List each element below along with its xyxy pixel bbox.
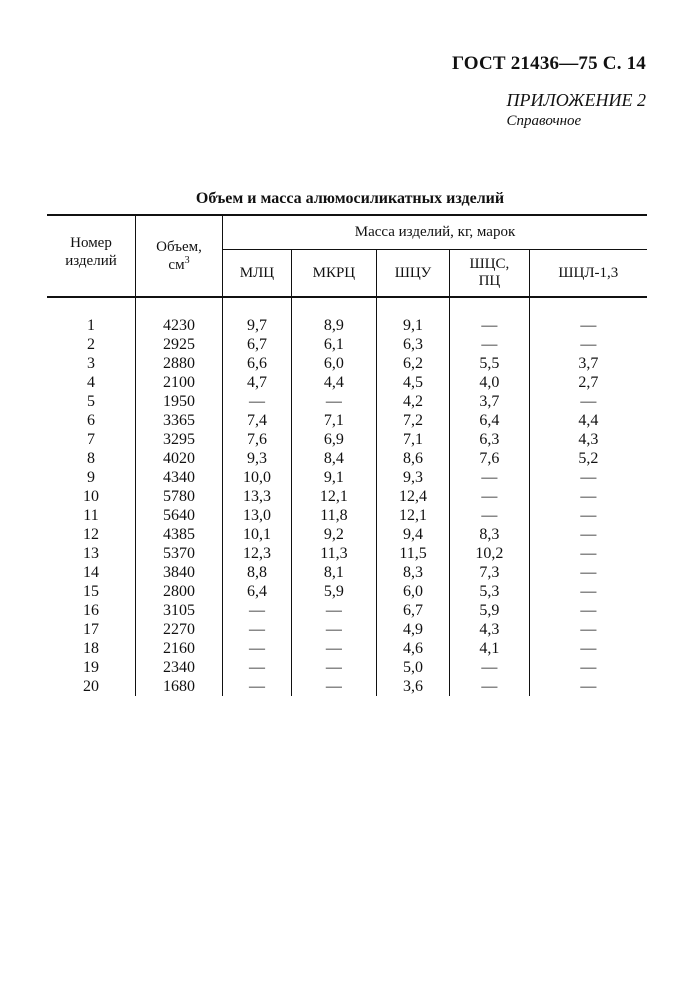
cell-volume: 2925 [136,335,223,354]
cell-number: 12 [83,526,99,543]
cell-mass-shcl: — [529,563,647,582]
cell-mass-mlc: 9,7 [223,297,292,335]
cell-mass-shcs: — [450,297,529,335]
cell-number: 6 [87,412,95,429]
cell-mass-shcl: — [529,677,647,696]
column-header-mass-group: Масса изделий, кг, марок [223,215,648,250]
column-header-volume-line2: см [168,257,185,273]
cell-mass-shcs: 4,0 [450,373,529,392]
cell-mass-mkrc: 11,8 [291,506,376,525]
cell-number: 3 [87,355,95,372]
table-row [47,544,647,563]
cell-mass-shcs: — [450,487,529,506]
table-row [47,658,647,677]
cell-number: 7 [87,431,95,448]
cell-mass-mlc: 12,3 [223,544,292,563]
cell-mass-mlc: 6,6 [223,354,292,373]
cell-mass-mlc: 6,4 [223,582,292,601]
cell-mass-mlc: — [223,658,292,677]
cell-number: 18 [83,640,99,657]
column-header-brand-shcs [450,250,529,298]
cell-volume: 2270 [136,620,223,639]
cell-mass-shcu: 7,2 [376,411,449,430]
cell-mass-shcu: 4,9 [376,620,449,639]
cell-mass-shcu: 4,5 [376,373,449,392]
column-header-number-line2: изделий [65,253,117,269]
cell-mass-shcu: 11,5 [376,544,449,563]
cell-number: 17 [83,621,99,638]
cell-mass-shcl: — [529,468,647,487]
table-header [47,215,647,297]
cell-mass-mlc: 7,6 [223,430,292,449]
table-row [47,335,647,354]
cell-mass-shcs: 4,3 [450,620,529,639]
cell-mass-shcu: 6,7 [376,601,449,620]
cell-mass-mlc: — [223,620,292,639]
cell-number: 9 [87,469,95,486]
cell-mass-shcl: — [529,487,647,506]
cell-mass-shcu: 8,6 [376,449,449,468]
cell-number: 11 [83,507,99,524]
cell-mass-shcs: 4,1 [450,639,529,658]
cell-number: 19 [83,659,99,676]
cell-mass-shcl: 3,7 [529,354,647,373]
column-header-volume [136,215,223,297]
cell-mass-shcu: 12,4 [376,487,449,506]
cell-mass-shcu: 6,0 [376,582,449,601]
column-header-brand-mkrc: МКРЦ [291,250,376,298]
cell-mass-shcl: — [529,620,647,639]
cell-mass-mlc: 4,7 [223,373,292,392]
cell-mass-shcl: — [529,392,647,411]
cell-mass-shcs: 3,7 [450,392,529,411]
cell-mass-shcl: 4,3 [529,430,647,449]
cell-mass-mkrc: 8,4 [291,449,376,468]
cell-mass-shcu: 6,3 [376,335,449,354]
cell-mass-mlc: — [223,639,292,658]
cell-mass-shcs: 7,3 [450,563,529,582]
cell-mass-mlc: 8,8 [223,563,292,582]
cell-mass-mkrc: 4,4 [291,373,376,392]
cell-mass-mlc: 10,0 [223,468,292,487]
table-row [47,468,647,487]
volume-mass-table [47,214,647,696]
cell-volume: 5780 [136,487,223,506]
cell-number: 16 [83,602,99,619]
cell-mass-mkrc: 9,2 [291,525,376,544]
cell-mass-shcu: 4,6 [376,639,449,658]
cell-volume: 4340 [136,468,223,487]
table-row [47,392,647,411]
cell-volume: 4230 [136,297,223,335]
cell-mass-mkrc: 7,1 [291,411,376,430]
table-row [47,582,647,601]
cell-mass-shcs: 5,9 [450,601,529,620]
cell-volume: 3295 [136,430,223,449]
cell-volume: 2100 [136,373,223,392]
cell-number: 1 [87,317,95,334]
cell-mass-mlc: — [223,601,292,620]
table-row [47,620,647,639]
table-row [47,411,647,430]
appendix-block [507,90,646,130]
cell-mass-shcs: 6,4 [450,411,529,430]
cell-number: 10 [83,488,99,505]
cell-volume: 3365 [136,411,223,430]
table-row [47,601,647,620]
cell-mass-mkrc: — [291,639,376,658]
cell-mass-mkrc: — [291,392,376,411]
cell-mass-mkrc: 8,1 [291,563,376,582]
cell-mass-mlc: 13,3 [223,487,292,506]
cell-mass-shcs: 8,3 [450,525,529,544]
cell-mass-shcl: 4,4 [529,411,647,430]
cell-volume: 1950 [136,392,223,411]
cell-mass-shcl: — [529,297,647,335]
cell-mass-shcu: 12,1 [376,506,449,525]
appendix-label: ПРИЛОЖЕНИЕ 2 [506,90,646,110]
table-body [47,297,647,696]
cell-volume: 4020 [136,449,223,468]
cell-mass-mlc: 10,1 [223,525,292,544]
table-row [47,373,647,392]
cell-mass-shcu: 9,3 [376,468,449,487]
cell-volume: 1680 [136,677,223,696]
cell-mass-shcu: 8,3 [376,563,449,582]
table-row [47,354,647,373]
cell-mass-shcs: 5,5 [450,354,529,373]
column-header-brand-mlc: МЛЦ [223,250,292,298]
cell-volume: 4385 [136,525,223,544]
cell-mass-shcs: 7,6 [450,449,529,468]
cell-mass-mlc: 9,3 [223,449,292,468]
table-row [47,639,647,658]
cell-mass-mkrc: — [291,677,376,696]
cell-mass-shcl: — [529,601,647,620]
cell-mass-shcl: 5,2 [529,449,647,468]
cell-mass-shcl: — [529,506,647,525]
table-row [47,677,647,696]
cell-number: 13 [83,545,99,562]
cell-mass-mlc: 6,7 [223,335,292,354]
column-header-brand-shcl: ШЦЛ-1,3 [529,250,647,298]
column-header-volume-line1: Объем, [156,239,202,255]
cell-mass-shcs: 10,2 [450,544,529,563]
cell-mass-shcu: 4,2 [376,392,449,411]
cell-mass-shcl: — [529,544,647,563]
table-row [47,430,647,449]
table-title: Объем и масса алюмосиликатных изделий [195,190,505,207]
cell-mass-shcu: 7,1 [376,430,449,449]
column-header-number-line1: Номер [70,235,112,251]
cell-mass-shcl: — [529,639,647,658]
column-header-number [47,215,136,297]
cell-mass-shcu: 9,1 [376,297,449,335]
cell-number: 5 [87,393,95,410]
cell-mass-shcs: — [450,677,529,696]
cell-mass-mkrc: 6,0 [291,354,376,373]
column-header-brand-shcu: ШЦУ [376,250,449,298]
cell-volume: 2800 [136,582,223,601]
document-reference: ГОСТ 21436—75 С. 14 [451,53,646,74]
cell-mass-mkrc: 12,1 [291,487,376,506]
cell-mass-shcl: 2,7 [529,373,647,392]
cell-mass-mkrc: 5,9 [291,582,376,601]
table-row [47,449,647,468]
table-row [47,563,647,582]
cell-volume: 3105 [136,601,223,620]
cell-number: 14 [83,564,99,581]
table-row [47,297,647,335]
cell-mass-shcs: — [450,468,529,487]
cell-mass-shcl: — [529,658,647,677]
table-row [47,487,647,506]
cell-mass-mkrc: 8,9 [291,297,376,335]
cell-mass-shcu: 3,6 [376,677,449,696]
cell-mass-mkrc: — [291,601,376,620]
cell-number: 8 [87,450,95,467]
cell-number: 4 [87,374,95,391]
cell-mass-mkrc: 9,1 [291,468,376,487]
table-row [47,525,647,544]
cell-mass-shcs: 6,3 [450,430,529,449]
appendix-type: Справочное [506,113,582,129]
cell-mass-shcu: 9,4 [376,525,449,544]
cell-mass-mkrc: 11,3 [291,544,376,563]
cell-mass-mkrc: — [291,658,376,677]
cell-mass-mkrc: 6,1 [291,335,376,354]
cell-mass-shcu: 6,2 [376,354,449,373]
cell-volume: 5640 [136,506,223,525]
column-header-brand-shcs-line1: ШЦС, [469,256,510,272]
cell-volume: 2880 [136,354,223,373]
cell-mass-mkrc: 6,9 [291,430,376,449]
table-row [47,506,647,525]
cell-mass-shcl: — [529,525,647,544]
cell-number: 20 [83,678,99,695]
cell-volume: 2160 [136,639,223,658]
column-header-volume-exponent: 3 [184,255,190,266]
cell-mass-shcl: — [529,335,647,354]
cell-mass-shcs: 5,3 [450,582,529,601]
cell-mass-mkrc: — [291,620,376,639]
cell-number: 15 [83,583,99,600]
cell-volume: 2340 [136,658,223,677]
cell-mass-shcs: — [450,658,529,677]
cell-mass-mlc: 7,4 [223,411,292,430]
column-header-brand-shcs-line2: ПЦ [478,273,501,289]
cell-mass-mlc: — [223,677,292,696]
cell-mass-mlc: 13,0 [223,506,292,525]
cell-volume: 3840 [136,563,223,582]
cell-mass-shcs: — [450,335,529,354]
cell-mass-shcl: — [529,582,647,601]
cell-mass-shcu: 5,0 [376,658,449,677]
cell-volume: 5370 [136,544,223,563]
cell-mass-shcs: — [450,506,529,525]
cell-number: 2 [87,336,95,353]
cell-mass-mlc: — [223,392,292,411]
